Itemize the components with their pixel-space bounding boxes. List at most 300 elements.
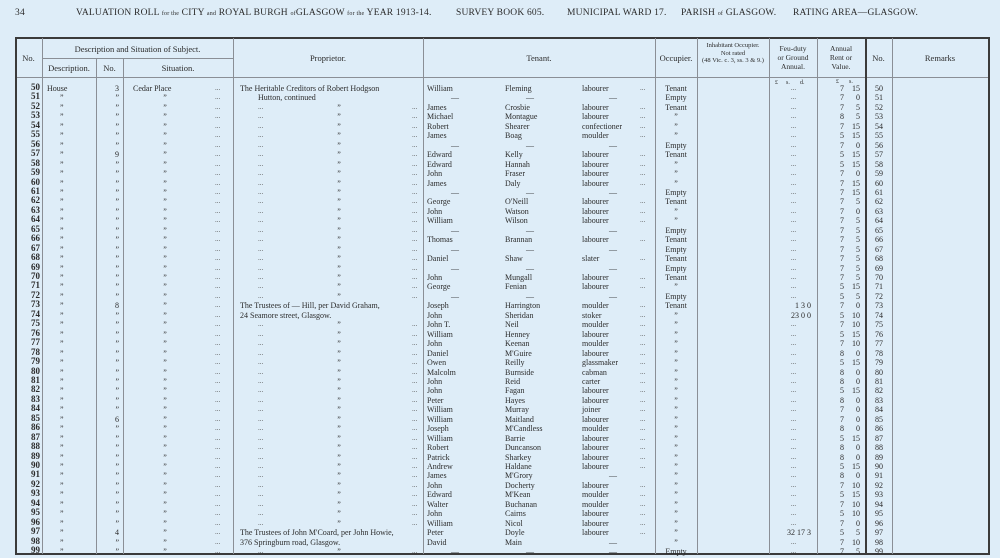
proprietor-ditto: ” <box>337 480 341 490</box>
situation: ” <box>163 150 167 160</box>
occupier: ” <box>674 480 678 490</box>
row-number: 52 <box>31 100 40 111</box>
proprietor-ditto: ” <box>337 367 341 377</box>
proprietor-ditto: ” <box>337 424 341 434</box>
tenant-occupation: labourer <box>582 509 609 519</box>
rent-shillings: 5 <box>856 547 860 557</box>
subject-number: ” <box>115 291 119 301</box>
subject-number: ” <box>115 273 119 282</box>
proprietor-ditto: ” <box>337 254 341 264</box>
tenant-first-name: Owen <box>427 358 447 368</box>
proprietor-leader: ... <box>412 348 418 357</box>
tenant-leader: ... <box>640 443 646 452</box>
header-line: Annual. <box>781 62 805 71</box>
tenant-first-name: George <box>427 282 451 292</box>
rent-shillings: 15 <box>852 131 860 141</box>
situation-leader: ... <box>215 216 221 225</box>
tenant-surname: Kelly <box>505 150 523 160</box>
tenant-surname: M'Grory <box>505 471 533 481</box>
situation: ” <box>163 310 167 320</box>
proprietor-leader: ... <box>412 471 418 480</box>
feu-duty-leader: ... <box>790 405 797 414</box>
situation: ” <box>163 206 167 216</box>
row-number: 70 <box>31 271 40 281</box>
feu-duty-leader: ... <box>790 348 797 357</box>
tenant-first-name: David <box>427 537 447 547</box>
situation: ” <box>163 376 167 386</box>
tenant-occupation: labourer <box>582 197 609 207</box>
row-number: 66 <box>31 233 40 244</box>
subject-number: ” <box>115 480 119 490</box>
proprietor-ditto: ” <box>337 348 341 358</box>
occupier: Empty <box>665 291 687 301</box>
description: ” <box>60 462 64 471</box>
description: ” <box>60 169 64 179</box>
feu-duty-leader: ... <box>790 216 797 225</box>
tenant-first-name: — <box>451 263 459 273</box>
tenant-occupation: labourer <box>582 348 609 358</box>
proprietor-leader: ... <box>258 547 264 556</box>
proprietor-leader: ... <box>258 376 264 385</box>
tenant-first-name: Edward <box>427 159 452 169</box>
tenant-first-name: William <box>427 405 453 415</box>
tenant-occupation: labourer <box>582 282 609 292</box>
tenant-occupation: labourer <box>582 414 609 424</box>
description: ” <box>60 254 64 264</box>
tenant-first-name: John <box>427 509 443 519</box>
description: ” <box>60 443 64 453</box>
proprietor-ditto: ” <box>337 178 341 188</box>
situation: ” <box>163 367 167 377</box>
rent-pounds: 8 <box>840 367 844 377</box>
occupier: ” <box>674 348 678 358</box>
occupier: Empty <box>665 244 687 254</box>
row-number-right: 70 <box>875 273 883 282</box>
proprietor-leader: ... <box>412 329 418 338</box>
description: ” <box>60 112 64 122</box>
situation: Cedar Place <box>133 84 172 93</box>
tenant-surname: Crosbie <box>505 102 530 112</box>
situation-leader: ... <box>215 405 221 414</box>
col-header-occupier: Occupier. <box>659 53 693 63</box>
tenant-leader: ... <box>640 121 646 130</box>
feu-duty-leader: ... <box>790 320 797 329</box>
column-rule <box>769 38 770 554</box>
description: ” <box>60 528 64 538</box>
row-number: 81 <box>31 374 40 385</box>
title-part: for the <box>161 11 180 17</box>
proprietor-ditto: ” <box>337 376 341 386</box>
rent-shillings: 0 <box>856 169 860 179</box>
tenant-occupation: labourer <box>582 216 609 226</box>
description: ” <box>60 348 64 358</box>
rent-pounds: 7 <box>840 140 844 150</box>
occupier: ” <box>674 112 678 122</box>
proprietor-leader: ... <box>258 178 264 187</box>
situation: ” <box>163 169 167 179</box>
tenant-surname: Montague <box>505 112 538 122</box>
tenant-surname: Shearer <box>505 121 530 131</box>
tenant-surname: Sheridan <box>505 310 534 320</box>
rent-shillings: 0 <box>856 376 860 386</box>
row-number-right: 95 <box>875 509 883 519</box>
col-header-inhabitant <box>697 42 769 65</box>
tenant-surname: Reilly <box>505 358 525 368</box>
rent-shillings: 10 <box>852 537 860 547</box>
description: ” <box>60 537 64 547</box>
row-number: 54 <box>31 119 40 130</box>
proprietor: 24 Seamore street, Glasgow. <box>240 310 332 320</box>
occupier: ” <box>674 395 678 405</box>
description: ” <box>60 310 64 320</box>
rent-pounds: 8 <box>840 395 844 405</box>
feu-duty-leader: ... <box>790 509 797 518</box>
tenant-leader: ... <box>640 112 646 121</box>
subject-number: ” <box>115 433 119 443</box>
proprietor-leader: ... <box>412 367 418 376</box>
proprietor-leader: ... <box>258 169 264 178</box>
tenant-surname: Nicol <box>505 518 523 528</box>
rent-shillings: 5 <box>856 263 860 273</box>
rent-shillings: 10 <box>852 480 860 490</box>
tenant-occupation: — <box>609 263 617 273</box>
proprietor-leader: ... <box>412 499 418 508</box>
occupier: ” <box>674 339 678 349</box>
proprietor-leader: ... <box>412 206 418 215</box>
situation-leader: ... <box>215 263 221 272</box>
tenant-occupation: labourer <box>582 112 609 122</box>
row-number-right: 73 <box>875 301 883 311</box>
occupier: ” <box>674 358 678 368</box>
tenant-first-name: Andrew <box>427 462 453 471</box>
subject-number: ” <box>115 244 119 254</box>
row-number-right: 84 <box>875 405 883 415</box>
header-line: Rent or <box>829 53 853 62</box>
subject-number: ” <box>115 206 119 216</box>
description: ” <box>60 509 64 519</box>
tenant-surname: Shaw <box>505 254 523 264</box>
tenant-occupation: joiner <box>582 405 601 415</box>
proprietor: The Trustees of — Hill, per David Graham, <box>240 301 380 311</box>
tenant-surname: M'Candless <box>505 424 543 434</box>
tenant-surname: Fagan <box>505 386 525 396</box>
row-number-right: 87 <box>875 433 883 443</box>
proprietor-leader: ... <box>412 291 418 300</box>
proprietor-leader: ... <box>258 102 264 111</box>
proprietor-leader: ... <box>412 254 418 263</box>
description: ” <box>60 291 64 301</box>
feu-duty-leader: ... <box>790 452 797 461</box>
proprietor-ditto: ” <box>337 499 341 509</box>
subject-number: ” <box>115 197 119 207</box>
rent-shillings: 0 <box>856 140 860 150</box>
occupier: ” <box>674 329 678 339</box>
feu-duty-leader: ... <box>790 121 797 130</box>
description: ” <box>60 282 64 292</box>
tenant-leader: ... <box>640 235 646 244</box>
description: ” <box>60 452 64 462</box>
title-part: for the <box>347 11 365 17</box>
rent-pounds: 5 <box>840 159 844 169</box>
situation: ” <box>163 187 167 197</box>
proprietor-ditto: ” <box>337 433 341 443</box>
tenant-surname: Neil <box>505 320 519 330</box>
situation-leader: ... <box>215 84 221 92</box>
tenant-leader: ... <box>640 480 646 489</box>
survey-book: SURVEY BOOK 605. <box>456 8 545 18</box>
subject-number: ” <box>115 112 119 122</box>
row-number: 60 <box>31 176 40 187</box>
proprietor-ditto: ” <box>337 320 341 330</box>
tenant-leader: ... <box>640 358 646 367</box>
row-number-right: 67 <box>875 244 883 254</box>
proprietor-ditto: ” <box>337 358 341 368</box>
proprietor-leader: ... <box>258 187 264 196</box>
description: ” <box>60 197 64 207</box>
row-number: 56 <box>31 138 40 149</box>
proprietor-ditto: ” <box>337 395 341 405</box>
rent-pounds: 5 <box>840 509 844 519</box>
tenant-occupation: labourer <box>582 235 609 245</box>
tenant-surname: Cairns <box>505 509 526 519</box>
rent-pounds: 7 <box>840 254 844 264</box>
situation-leader: ... <box>215 131 221 140</box>
occupier: ” <box>674 131 678 141</box>
situation-leader: ... <box>215 254 221 263</box>
tenant-first-name: James <box>427 178 447 188</box>
rent-shillings: 5 <box>856 273 860 282</box>
occupier: Empty <box>665 225 687 235</box>
rent-shillings: 15 <box>852 462 860 471</box>
tenant-surname: — <box>526 140 534 150</box>
page-number: 34 <box>15 8 25 18</box>
proprietor-leader: ... <box>412 263 418 272</box>
tenant-first-name: James <box>427 102 447 112</box>
tenant-occupation: labourer <box>582 480 609 490</box>
feu-duty-leader: ... <box>790 518 797 527</box>
proprietor-ditto: ” <box>337 518 341 528</box>
description: ” <box>60 178 64 188</box>
feu-duty-leader: ... <box>790 187 797 196</box>
rent-shillings: 0 <box>856 471 860 481</box>
tenant-first-name: — <box>451 187 459 197</box>
row-number-right: 98 <box>875 537 883 547</box>
situation-leader: ... <box>215 443 221 452</box>
rent-shillings: 15 <box>852 84 860 93</box>
occupier: ” <box>674 376 678 386</box>
situation-leader: ... <box>215 339 221 348</box>
proprietor-leader: ... <box>412 197 418 206</box>
tenant-leader: ... <box>640 150 646 159</box>
subject-number: ” <box>115 235 119 245</box>
situation: ” <box>163 339 167 349</box>
row-number-right: 71 <box>875 282 883 292</box>
tenant-surname: Watson <box>505 206 529 216</box>
row-number: 93 <box>31 488 40 499</box>
occupier: ” <box>674 178 678 188</box>
proprietor-leader: ... <box>412 358 418 367</box>
title-part: and <box>206 11 217 17</box>
rent-pounds: 7 <box>840 537 844 547</box>
proprietor-ditto: ” <box>337 490 341 500</box>
situation: ” <box>163 273 167 282</box>
proprietor-leader: ... <box>258 131 264 140</box>
proprietor-leader: ... <box>258 329 264 338</box>
subject-number: ” <box>115 424 119 434</box>
tenant-occupation: stoker <box>582 310 602 320</box>
rent-pounds: 7 <box>840 244 844 254</box>
feu-duty-leader: ... <box>790 376 797 385</box>
proprietor-ditto: ” <box>337 291 341 301</box>
row-number: 85 <box>31 412 40 423</box>
situation-leader: ... <box>215 433 221 442</box>
tenant-first-name: Daniel <box>427 254 449 264</box>
feu-duty-leader: ... <box>790 490 797 499</box>
proprietor-leader: ... <box>258 225 264 234</box>
rent-pounds: 7 <box>840 121 844 131</box>
row-number: 72 <box>31 289 40 300</box>
row-number-right: 55 <box>875 131 883 141</box>
situation: ” <box>163 433 167 443</box>
tenant-first-name: John <box>427 169 443 179</box>
proprietor-leader: ... <box>258 159 264 168</box>
tenant-first-name: — <box>451 93 459 103</box>
header-line: or Ground <box>777 53 809 62</box>
rent-pounds: 7 <box>840 263 844 273</box>
feu-duty-leader: ... <box>790 424 797 433</box>
tenant-leader: ... <box>640 216 646 225</box>
proprietor-leader: ... <box>412 244 418 253</box>
rent-pounds: 8 <box>840 471 844 481</box>
tenant-first-name: Robert <box>427 121 449 131</box>
tenant-occupation: — <box>609 291 617 301</box>
proprietor-ditto: ” <box>337 197 341 207</box>
proprietor-leader: ... <box>258 263 264 272</box>
tenant-surname: — <box>526 187 534 197</box>
rent-shillings: 5 <box>856 528 860 538</box>
row-number-right: 50 <box>875 84 883 93</box>
occupier: ” <box>674 121 678 131</box>
description: ” <box>60 490 64 500</box>
row-number: 87 <box>31 431 40 442</box>
tenant-surname: — <box>526 263 534 273</box>
description: ” <box>60 263 64 273</box>
description: ” <box>60 235 64 245</box>
row-number-right: 52 <box>875 102 883 112</box>
situation-leader: ... <box>215 225 221 234</box>
proprietor-leader: ... <box>412 112 418 121</box>
subject-number: 8 <box>115 301 119 311</box>
occupier: ” <box>674 414 678 424</box>
rent-pounds: 7 <box>840 102 844 112</box>
row-number: 50 <box>31 82 40 92</box>
proprietor-leader: ... <box>412 395 418 404</box>
tenant-first-name: Joseph <box>427 424 449 434</box>
situation-leader: ... <box>215 235 221 244</box>
row-number: 90 <box>31 460 40 470</box>
rent-pounds: 7 <box>840 518 844 528</box>
situation-leader: ... <box>215 386 221 395</box>
occupier: ” <box>674 528 678 538</box>
feu-duty-leader: ... <box>790 499 797 508</box>
row-number-right: 68 <box>875 254 883 264</box>
tenant-first-name: Walter <box>427 499 449 509</box>
row-number: 89 <box>31 450 40 461</box>
situation: ” <box>163 471 167 481</box>
tenant-leader: ... <box>640 452 646 461</box>
proprietor-leader: ... <box>258 291 264 300</box>
tenant-occupation: labourer <box>582 395 609 405</box>
row-number-right: 64 <box>875 216 883 226</box>
row-number: 75 <box>31 318 40 329</box>
feu-duty-leader: ... <box>790 291 797 300</box>
description: ” <box>60 518 64 528</box>
situation: ” <box>163 358 167 368</box>
proprietor-leader: ... <box>258 452 264 461</box>
tenant-surname: — <box>526 93 534 103</box>
tenant-surname: Docherty <box>505 480 535 490</box>
tenant-occupation: moulder <box>582 424 609 434</box>
rent-pounds: 7 <box>840 301 844 311</box>
occupier: Tenant <box>665 273 687 282</box>
row-number: 57 <box>31 148 40 159</box>
subject-number: ” <box>115 452 119 462</box>
tenant-occupation: labourer <box>582 178 609 188</box>
row-number-right: 79 <box>875 358 883 368</box>
rent-unit-shilling: s. <box>849 79 853 85</box>
col-header-description: Description. <box>48 63 90 73</box>
proprietor-ditto: ” <box>337 414 341 424</box>
proprietor-ditto: ” <box>337 282 341 292</box>
title-part: VALUATION ROLL <box>76 8 160 18</box>
situation-leader: ... <box>215 528 221 537</box>
proprietor-leader: ... <box>258 121 264 130</box>
occupier: ” <box>674 367 678 377</box>
row-number: 55 <box>31 129 40 140</box>
tenant-surname: Hannah <box>505 159 530 169</box>
tenant-first-name: Michael <box>427 112 454 122</box>
rent-pounds: 8 <box>840 424 844 434</box>
rent-shillings: 15 <box>852 329 860 339</box>
tenant-leader: ... <box>640 131 646 140</box>
situation: ” <box>163 112 167 122</box>
occupier: Empty <box>665 140 687 150</box>
situation-leader: ... <box>215 150 221 159</box>
tenant-occupation: labourer <box>582 518 609 528</box>
rent-pounds: 5 <box>840 386 844 396</box>
rent-pounds: 7 <box>840 84 844 93</box>
occupier: Tenant <box>665 301 687 311</box>
tenant-first-name: George <box>427 197 451 207</box>
description: ” <box>60 131 64 141</box>
feu-duty-leader: ... <box>790 273 797 281</box>
situation-leader: ... <box>215 509 221 518</box>
description: ” <box>60 150 64 160</box>
rent-pounds: 5 <box>840 490 844 500</box>
tenant-first-name: John <box>427 310 443 320</box>
proprietor-ditto: ” <box>337 235 341 245</box>
tenant-surname: Brannan <box>505 235 533 245</box>
proprietor-leader: ... <box>412 509 418 518</box>
occupier: ” <box>674 159 678 169</box>
situation-leader: ... <box>215 282 221 291</box>
subject-number: ” <box>115 187 119 197</box>
rent-shillings: 15 <box>852 358 860 368</box>
tenant-surname: Henney <box>505 329 530 339</box>
subject-number: 9 <box>115 150 119 160</box>
proprietor-leader: ... <box>258 386 264 395</box>
feu-duty-leader: ... <box>790 414 797 423</box>
